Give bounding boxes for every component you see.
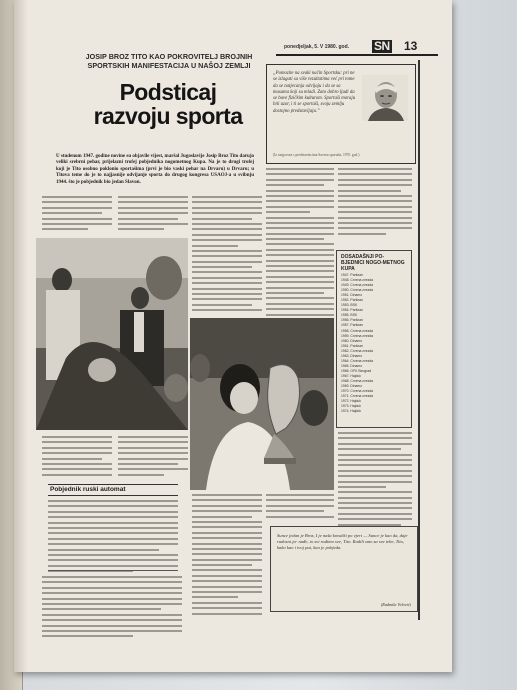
cup-winner-row: 1966. OFK Beograd [341, 368, 372, 373]
masthead-date: ponedjeljak, 5. V 1980. god. [284, 44, 350, 50]
cup-winner-row: 1965. Dinamo [341, 363, 363, 368]
article-lead: U studenom 1947. godine novine su objavile vijest, maršal Jugoslavije Josip Broz Tito darujo veliki srebrni pehar, prijelazni trofej pobjednika nogometnog Kupa. Na je to drugi trofej koji je Tito osobno poklonio sportašima (prvi je bio vaski pehar na Drvaru) u Drvaru; u Titova teme do je to najjasnije odvijanje sporta do drugog kongresa USAOJ-a u svibnju 1944. što je pobjednik bio jedan Slavon. [56, 154, 254, 185]
poem-author: (Radmila Velović) [380, 602, 411, 607]
masthead-page-number: 13 [404, 39, 418, 53]
cup-winner-row: 1967. Hajduk [341, 373, 361, 378]
cup-winner-row: 1963. Dinamo [341, 353, 363, 358]
body-column-4-bottom [266, 494, 334, 521]
quote-note: (Iz razgovora s predstavnicima Saveza sportaša, 1970. god.) [273, 153, 360, 157]
cup-winner-row: 1972. Hajduk [341, 399, 361, 404]
body-column-3 [192, 196, 262, 315]
sidebar-box-text [48, 500, 178, 575]
cup-winner-row: 1951. Dinamo [341, 293, 363, 298]
headline-line-2: razvoju sporta [93, 103, 243, 129]
cup-winner-row: 1969. Dinamo [341, 384, 363, 389]
body-column-4 [266, 168, 334, 319]
newspaper-page [14, 0, 452, 672]
body-column-mid-bottom [192, 494, 262, 618]
tito-portrait-image [362, 75, 408, 121]
sidebar-box-bottom-rule [48, 570, 178, 571]
quote-text: „Pomozite na svaki način Sportsku: pri ne se izlagati sa više rezultatima već pri tome da se natjecanja odvijaju i da se sa masama koji su mladi. Zato dobro ljudi da se bave fizičkim kulturom. Sportaši moraju biti uzor, i ti se sportaši, svoju zemlju dostojno predstavljaju.” [273, 71, 356, 114]
cup-winner-row: 1952. Partizan [341, 298, 363, 303]
cup-winners-title: DOSADAŠNJI PO-BJEDNICI NOGO-METNOG KUPA [341, 254, 405, 272]
body-column-5-bottom [338, 432, 412, 529]
cup-winner-row: 1956. Partizan [341, 318, 363, 323]
sidebar-box-heading: Pobjednik ruski automat [48, 484, 178, 496]
masthead-rule [276, 54, 438, 56]
cup-winner-row: 1953. BSK [341, 303, 358, 308]
cup-winner-row: 1949. Crvena zvezda [341, 283, 374, 288]
cup-winner-row: 1964. Crvena zvezda [341, 358, 374, 363]
cup-winner-row: 1948. Crvena zvezda [341, 278, 374, 283]
cup-winner-row: 1959. Crvena zvezda [341, 333, 374, 338]
body-column-5-top [338, 168, 412, 238]
masthead-logo: SN [374, 39, 390, 53]
cup-winner-row: 1950. Crvena zvezda [341, 288, 374, 293]
cup-winner-row: 1957. Partizan [341, 323, 363, 328]
cup-winners-list [341, 273, 409, 414]
article-kicker: JOSIP BROZ TITO KAO POKROVITELJ BROJNIH SPORTSKIH MANIFESTACIJA U NAŠOJ ZEMLJI [85, 52, 253, 70]
crowd-photo [36, 238, 188, 430]
cup-winner-row: 1955. BSK [341, 313, 358, 318]
body-column-below-photo-right [118, 436, 188, 479]
cup-winner-row: 1962. Crvena zvezda [341, 348, 374, 353]
trophy-kiss-photo [190, 318, 334, 490]
cup-winner-row: 1958. Crvena zvezda [341, 328, 374, 333]
body-column-below-photo-left [42, 436, 112, 479]
poem-box [270, 526, 418, 612]
cup-winner-row: 1960. Dinamo [341, 338, 363, 343]
cup-winners-box [336, 250, 412, 428]
cup-winner-row: 1971. Crvena zvezda [341, 394, 374, 399]
page-fold-shadow [14, 0, 28, 672]
cup-winner-row: 1973. Hajduk [341, 404, 361, 409]
body-column-1-top [42, 196, 112, 234]
cup-winner-row: 1970. Crvena zvezda [341, 389, 374, 394]
body-column-2-top [118, 196, 188, 234]
masthead [276, 40, 438, 54]
cup-winner-row: 1974. Hajduk [341, 409, 361, 414]
right-column-rule [418, 60, 420, 620]
article-headline [58, 80, 278, 128]
bottom-left-columns [42, 576, 182, 641]
cup-winner-row: 1954. Partizan [341, 308, 363, 313]
cup-winner-row: 1947. Partizan [341, 273, 363, 277]
cup-winner-row: 1968. Crvena zvezda [341, 378, 374, 383]
headline-line-1: Podsticaj [119, 79, 217, 105]
poem-text: Sunce jedan je Broz, I je naša kovački po vjeri — Sunce je kao da, daje radosni ja- nađe, to svi radimo sve, Tito. Radili smo za sve tebe, Tito, kako kao i tvoj put, kao je pobjeda. [277, 533, 408, 550]
quote-box [266, 64, 416, 164]
cup-winner-row: 1961. Partizan [341, 343, 363, 348]
